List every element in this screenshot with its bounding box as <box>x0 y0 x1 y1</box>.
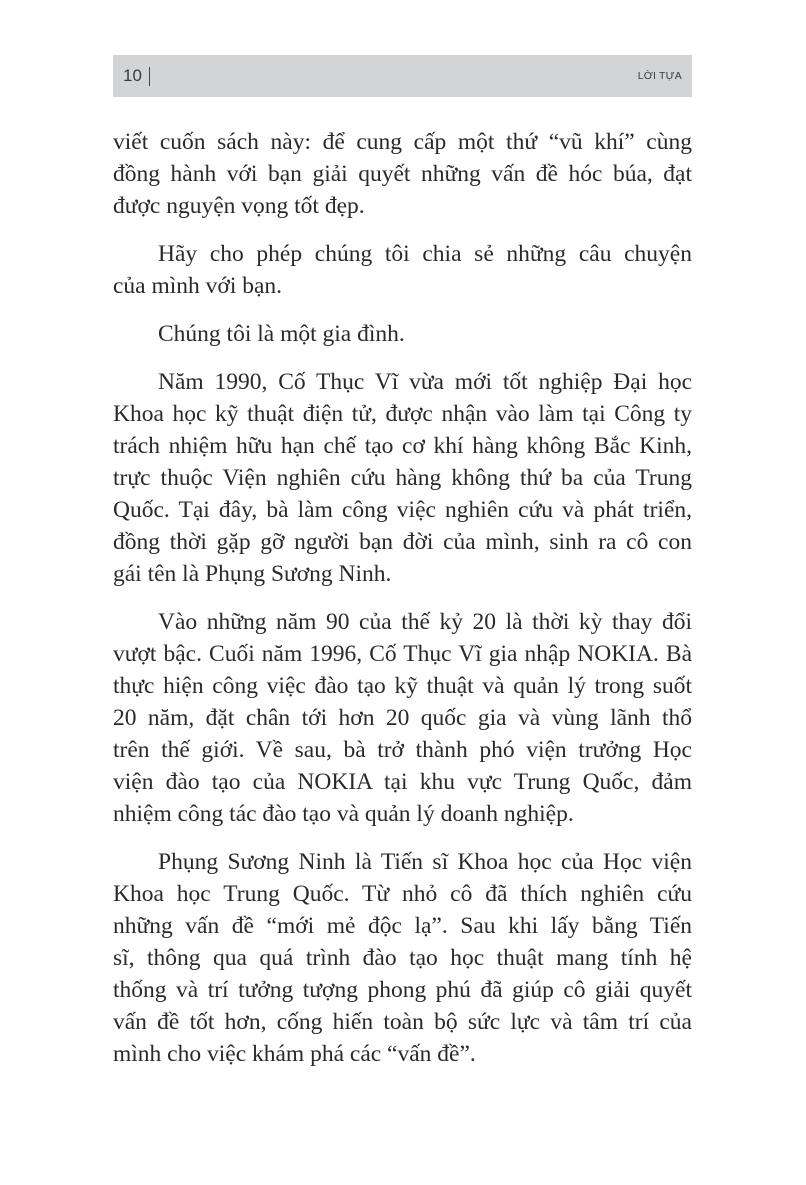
text-line: mình cho việc khám phá các “vấn đề”. <box>113 1041 476 1067</box>
paragraph <box>113 606 692 830</box>
text-line: viện đào tạo của NOKIA tại khu vực Trung Quốc, đảm <box>113 769 692 795</box>
text-line: của mình với bạn. <box>113 273 283 299</box>
body-text <box>113 126 692 1086</box>
text-line: trực thuộc Viện nghiên cứu hàng không thứ ba của Trung <box>113 465 692 491</box>
paragraph <box>113 126 692 222</box>
text-line: Vào những năm 90 của thế kỷ 20 là thời kỳ thay đổi <box>158 609 692 635</box>
text-line: trên thế giới. Về sau, bà trở thành phó viện trưởng Học <box>113 737 692 763</box>
text-line: vấn đề tốt hơn, cống hiến toàn bộ sức lực và tâm trí của <box>113 1009 692 1035</box>
text-line: trách nhiệm hữu hạn chế tạo cơ khí hàng không Bắc Kinh, <box>113 433 692 459</box>
paragraph <box>113 318 692 350</box>
section-title: LỜI TỰA <box>637 70 682 82</box>
text-line: Hãy cho phép chúng tôi chia sẻ những câu chuyện <box>158 241 692 267</box>
text-line: Khoa học Trung Quốc. Từ nhỏ cô đã thích nghiên cứu <box>113 881 692 907</box>
text-line: Quốc. Tại đây, bà làm công việc nghiên cứu và phát triển, <box>113 497 692 523</box>
text-line: thực hiện công việc đào tạo kỹ thuật và quản lý trong suốt <box>113 673 692 699</box>
text-line: đồng thời gặp gỡ người bạn đời của mình, sinh ra cô con <box>113 529 692 555</box>
text-line: 20 năm, đặt chân tới hơn 20 quốc gia và vùng lãnh thổ <box>113 705 692 731</box>
text-line: sĩ, thông qua quá trình đào tạo học thuật mang tính hệ <box>113 945 692 971</box>
text-line: được nguyện vọng tốt đẹp. <box>113 193 365 219</box>
text-line: Phụng Sương Ninh là Tiến sĩ Khoa học của Học viện <box>158 849 692 875</box>
header-divider <box>149 67 150 86</box>
paragraph <box>113 238 692 302</box>
text-line: viết cuốn sách này: để cung cấp một thứ “vũ khí” cùng <box>113 129 692 155</box>
page-number: 10 <box>123 66 142 85</box>
text-line: thống và trí tưởng tượng phong phú đã giúp cô giải quyết <box>113 977 692 1003</box>
running-header <box>113 55 692 97</box>
text-line: gái tên là Phụng Sương Ninh. <box>113 561 392 587</box>
text-line: Chúng tôi là một gia đình. <box>158 321 405 347</box>
paragraph <box>113 846 692 1070</box>
text-line: đồng hành với bạn giải quyết những vấn đề hóc búa, đạt <box>113 161 692 187</box>
text-line: vượt bậc. Cuối năm 1996, Cố Thục Vĩ gia nhập NOKIA. Bà <box>113 641 692 667</box>
paragraph <box>113 366 692 590</box>
text-line: những vấn đề “mới mẻ độc lạ”. Sau khi lấy bằng Tiến <box>113 913 692 939</box>
text-line: Năm 1990, Cố Thục Vĩ vừa mới tốt nghiệp Đại học <box>158 369 692 395</box>
text-line: Khoa học kỹ thuật điện tử, được nhận vào làm tại Công ty <box>113 401 692 427</box>
text-line: nhiệm công tác đào tạo và quản lý doanh nghiệp. <box>113 801 574 827</box>
